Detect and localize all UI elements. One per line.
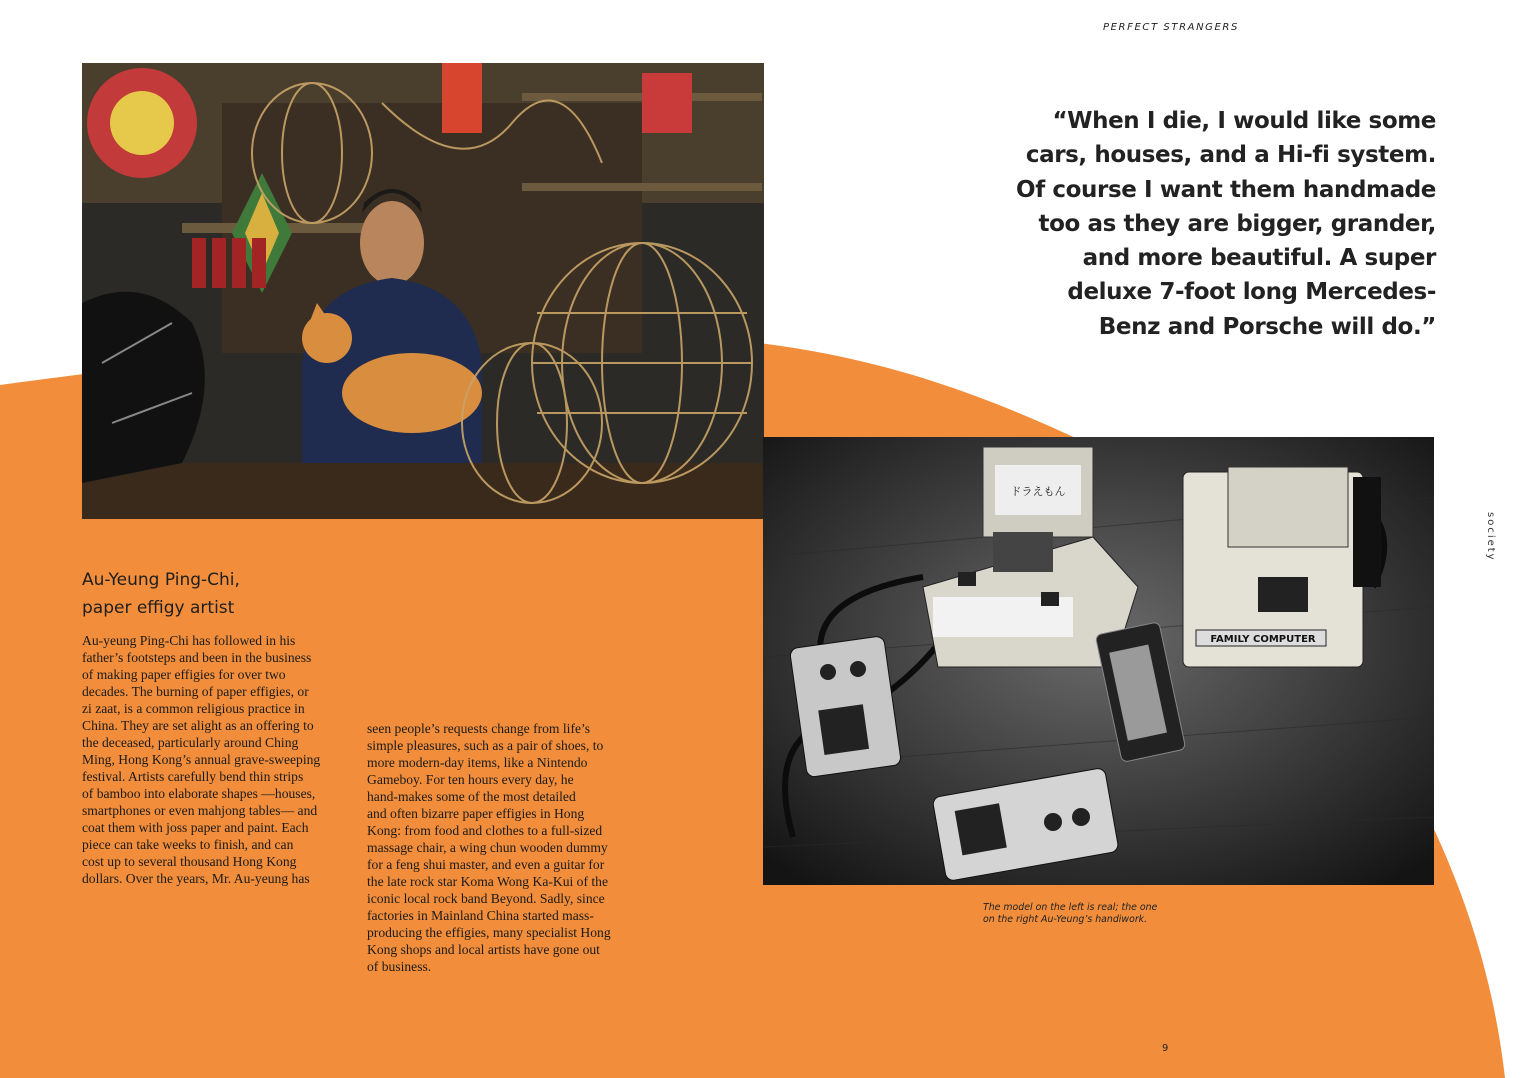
body-line: Ming, Hong Kong’s annual grave-sweeping bbox=[82, 752, 321, 767]
quote-line: Of course I want them handmade bbox=[1016, 176, 1436, 203]
body-line: massage chair, a wing chun wooden dummy bbox=[367, 840, 608, 855]
photo-caption bbox=[983, 902, 1157, 925]
body-line: the late rock star Koma Wong Ka-Kui of the bbox=[367, 874, 609, 889]
body-line: factories in Mainland China started mass- bbox=[367, 908, 594, 923]
pull-quote bbox=[1000, 104, 1436, 344]
body-line: Kong: from food and clothes to a full-sized bbox=[367, 823, 603, 838]
body-line: of making paper effigies for over two bbox=[82, 667, 286, 682]
article-column-1 bbox=[82, 632, 372, 887]
article-column-2 bbox=[367, 720, 657, 975]
body-line: for a feng shui master, and even a guitar for bbox=[367, 857, 605, 872]
quote-line: cars, houses, and a Hi-fi system. bbox=[1025, 142, 1436, 169]
cartridge-label: ドラえもん bbox=[1010, 485, 1066, 498]
caption-line: The model on the left is real; the one bbox=[983, 902, 1158, 913]
section-label: society bbox=[1485, 512, 1496, 562]
quote-line: too as they are bigger, grander, bbox=[1038, 210, 1436, 237]
quote-line: and more beautiful. A super bbox=[1082, 245, 1436, 272]
body-line: zi zaat, is a common religious practice in bbox=[82, 701, 305, 716]
body-line: dollars. Over the years, Mr. Au-yeung has bbox=[82, 871, 310, 886]
body-line: festival. Artists carefully bend thin strips bbox=[82, 769, 304, 784]
body-line: of bamboo into elaborate shapes —houses, bbox=[82, 786, 316, 801]
body-line: of business. bbox=[367, 959, 432, 974]
body-line: the deceased, particularly around Ching bbox=[82, 735, 299, 750]
body-line: and often bizarre paper effigies in Hong bbox=[367, 806, 585, 821]
body-line: father’s footsteps and been in the business bbox=[82, 650, 312, 665]
artist-photo bbox=[82, 63, 764, 519]
body-line: Kong shops and local artists have gone out bbox=[367, 942, 600, 957]
heading-line: paper effigy artist bbox=[82, 598, 235, 618]
body-line: China. They are set alight as an offering to bbox=[82, 718, 314, 733]
body-line: decades. The burning of paper effigies, or bbox=[82, 684, 309, 699]
console-label: FAMILY COMPUTER bbox=[1210, 634, 1316, 645]
body-line: cost up to several thousand Hong Kong bbox=[82, 854, 297, 869]
body-line: coat them with joss paper and paint. Each bbox=[82, 820, 309, 835]
quote-line: deluxe 7-foot long Mercedes- bbox=[1067, 279, 1436, 306]
body-line: smartphones or even mahjong tables— and bbox=[82, 803, 318, 818]
famicom-photo bbox=[763, 437, 1434, 885]
body-line: piece can take weeks to finish, and can bbox=[82, 837, 294, 852]
quote-line: “When I die, I would like some bbox=[1052, 108, 1436, 134]
heading-line: Au-Yeung Ping-Chi, bbox=[82, 570, 240, 590]
body-line: seen people’s requests change from life’s bbox=[367, 721, 591, 736]
running-title: PERFECT STRANGERS bbox=[1103, 22, 1239, 33]
body-line: simple pleasures, such as a pair of shoes, to bbox=[367, 738, 604, 753]
body-line: hand-makes some of the most detailed bbox=[367, 789, 576, 804]
page-number: 9 bbox=[1162, 1043, 1169, 1054]
body-line: Gameboy. For ten hours every day, he bbox=[367, 772, 574, 787]
body-line: more modern-day items, like a Nintendo bbox=[367, 755, 588, 770]
article-heading bbox=[82, 566, 240, 622]
body-line: producing the effigies, many specialist Hong bbox=[367, 925, 611, 940]
body-line: iconic local rock band Beyond. Sadly, since bbox=[367, 891, 605, 906]
caption-line: on the right Au-Yeung’s handiwork. bbox=[983, 913, 1148, 925]
quote-line: Benz and Porsche will do.” bbox=[1098, 313, 1436, 340]
body-line: Au-yeung Ping-Chi has followed in his bbox=[82, 633, 296, 648]
